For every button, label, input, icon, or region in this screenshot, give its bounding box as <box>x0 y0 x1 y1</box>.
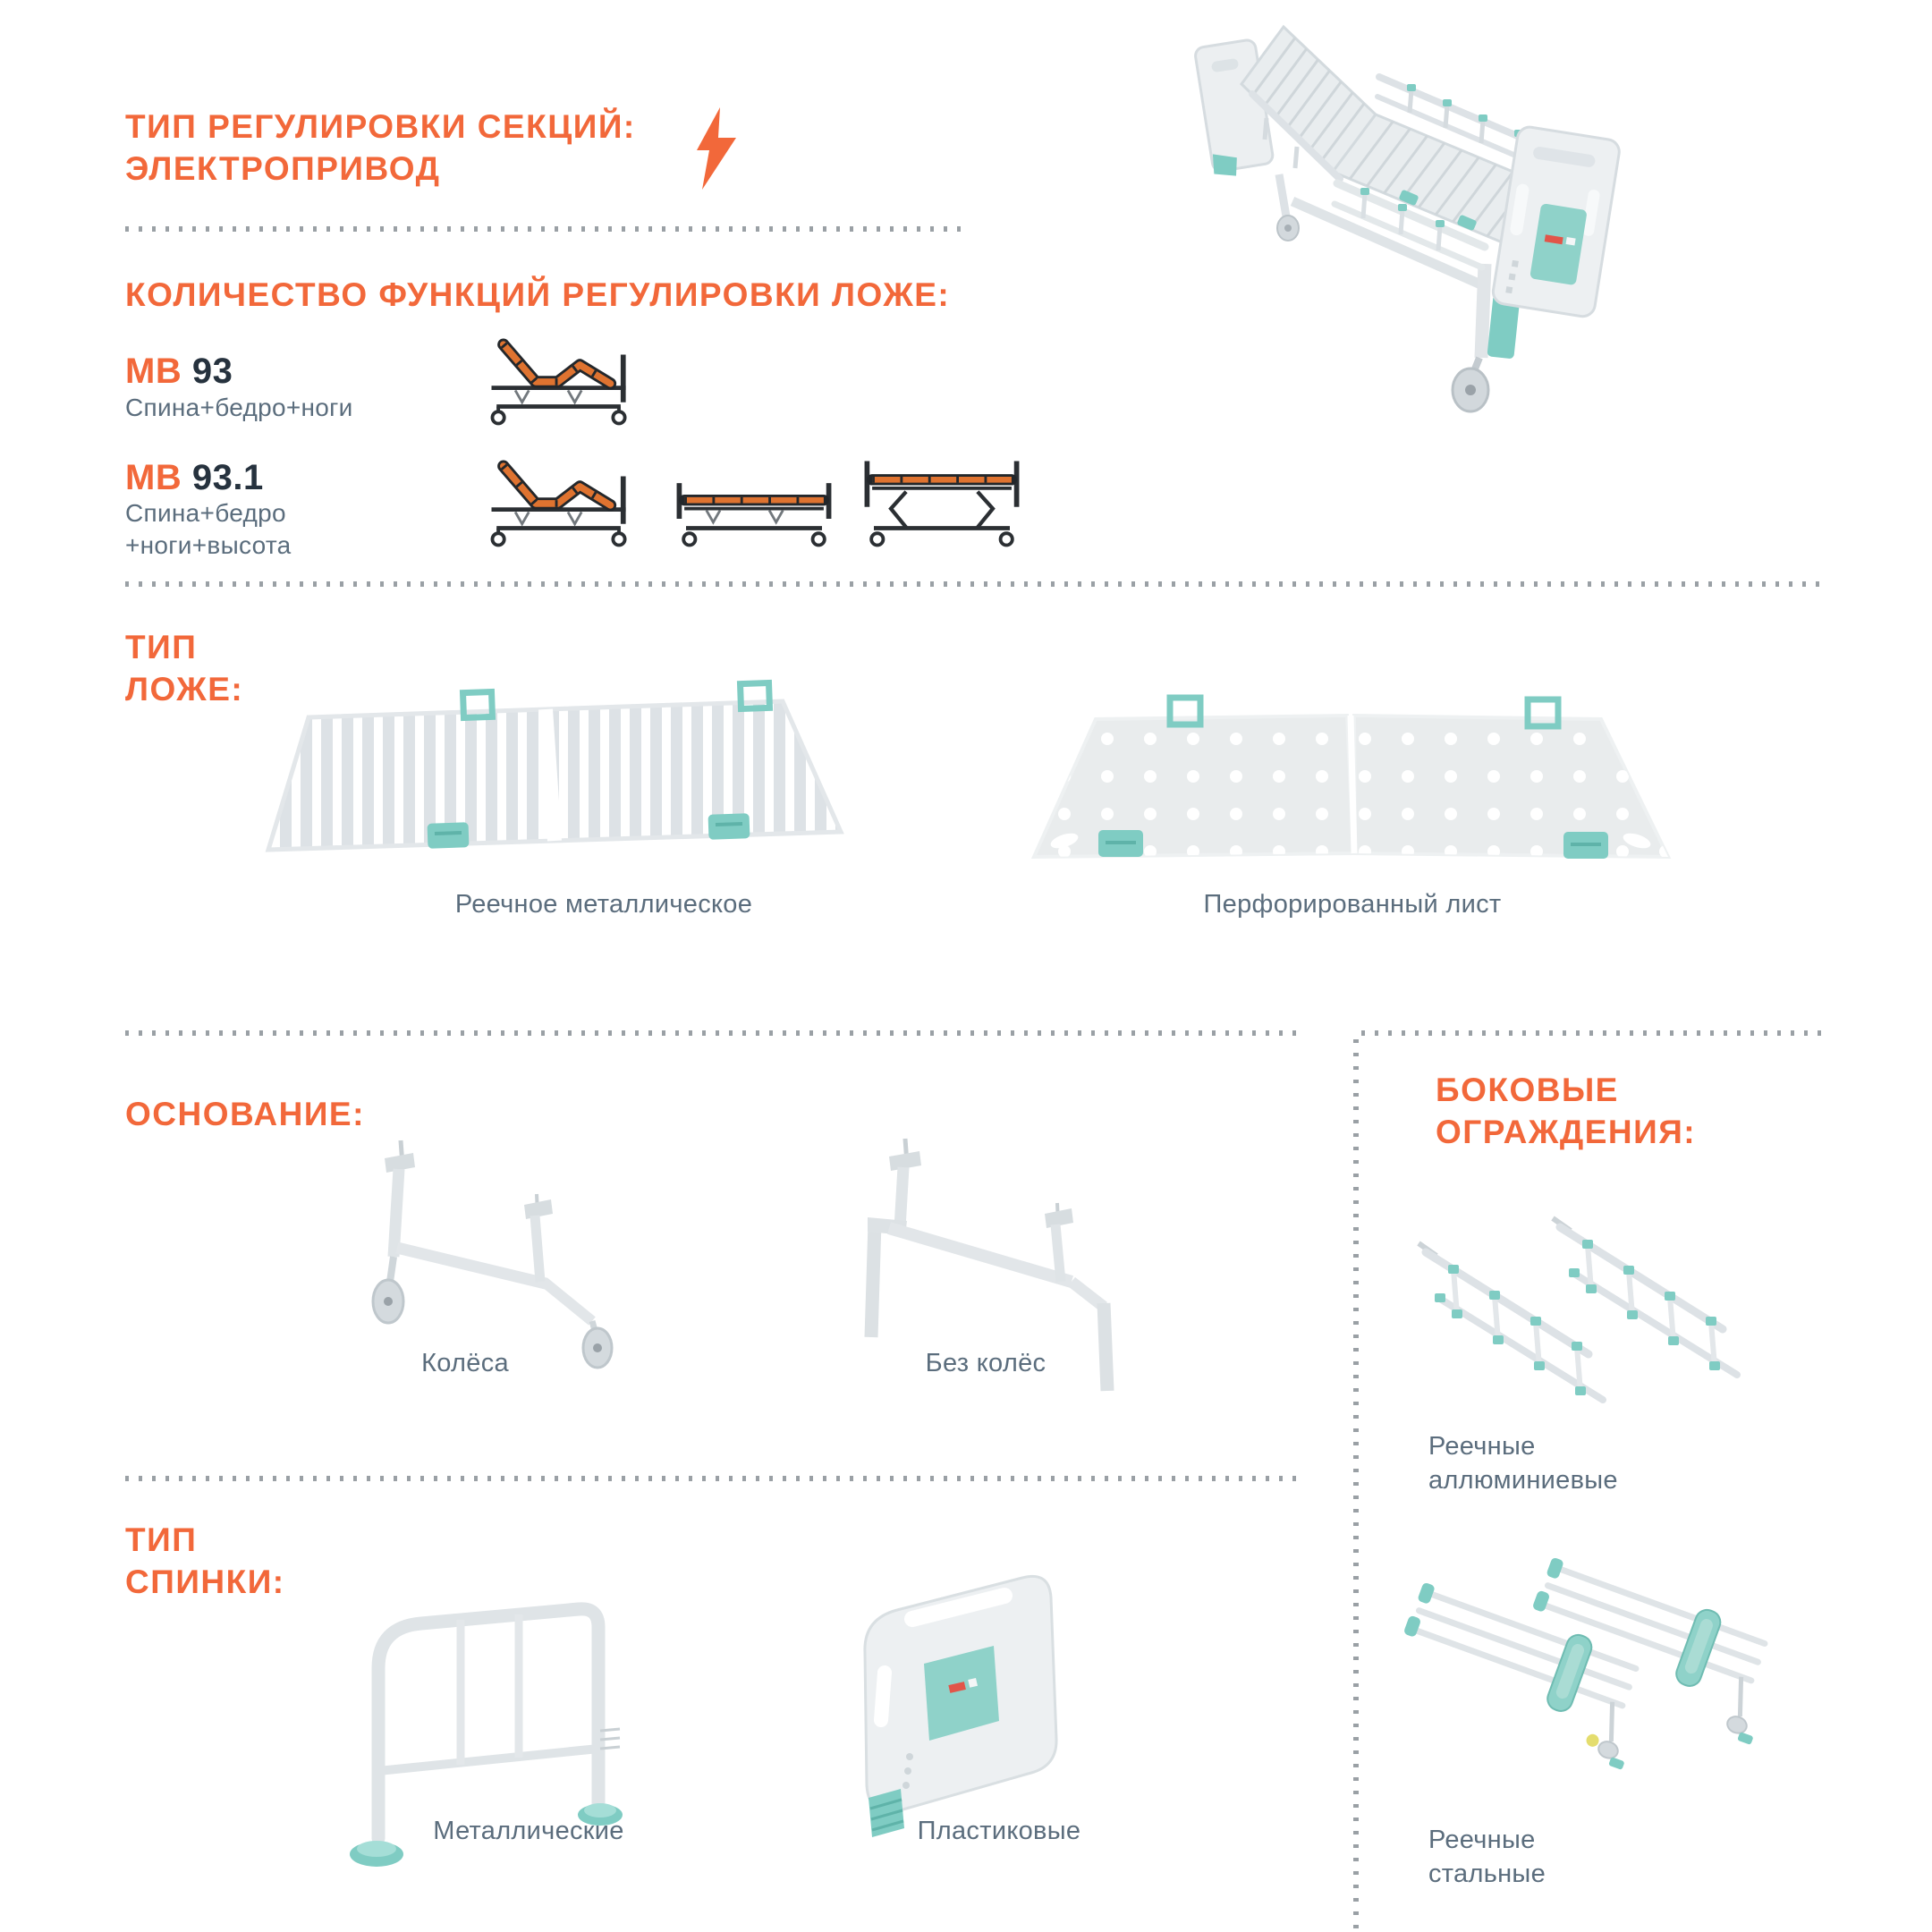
divider-vertical <box>1353 1039 1359 1932</box>
section-title-backrest: ТИП СПИНКИ: <box>125 1521 285 1600</box>
section-title-side-rails: БОКОВЫЕ ОГРАЖДЕНИЯ: <box>1436 1072 1697 1150</box>
title-line1: ТИП РЕГУЛИРОВКИ СЕКЦИЙ: <box>125 108 636 145</box>
caption-base-wheels: Колёса <box>421 1349 509 1377</box>
pictogram-back-hip-legs-mb93 <box>483 333 653 429</box>
caption-backrest-plastic: Пластиковые <box>917 1817 1081 1845</box>
model-name-mb93: МВ 93 <box>125 352 233 391</box>
platform-slatted-image <box>259 682 868 896</box>
divider-4 <box>125 1476 1303 1481</box>
pictogram-flat-low <box>669 454 839 551</box>
rails-steel-image <box>1413 1555 1798 1814</box>
caption-base-no-wheels: Без колёс <box>925 1349 1046 1377</box>
caption-rails-aluminum: Реечные аллюминиевые <box>1428 1432 1618 1495</box>
caption-rails-steel: Реечные стальные <box>1428 1826 1546 1888</box>
lightning-icon <box>696 107 737 190</box>
model-desc-mb93-1: Спина+бедро +ноги+высота <box>125 499 292 559</box>
divider-3-right <box>1361 1030 1829 1036</box>
section-title-functions: КОЛИЧЕСТВО ФУНКЦИЙ РЕГУЛИРОВКИ ЛОЖЕ: <box>125 276 951 313</box>
rails-aluminum-image <box>1413 1206 1789 1429</box>
model-name-mb93-1: МВ 93.1 <box>125 458 264 497</box>
caption-platform-slatted: Реечное металлическое <box>454 890 753 919</box>
pictogram-back-hip-legs-mb93-1 <box>483 454 653 551</box>
caption-platform-perforated: Перфорированный лист <box>1203 890 1502 919</box>
title-line2: ЭЛЕКТРОПРИВОД <box>125 150 441 187</box>
section-title-adjustment-type <box>125 106 636 190</box>
section-title-platform: ТИП ЛОЖЕ: <box>125 629 244 708</box>
pictogram-flat-height-raised <box>857 454 1027 551</box>
section-title-base: ОСНОВАНИЕ: <box>125 1096 365 1132</box>
divider-1 <box>125 226 970 232</box>
model-desc-mb93: Спина+бедро+ноги <box>125 394 353 421</box>
divider-2 <box>125 581 1829 587</box>
divider-3-left <box>125 1030 1303 1036</box>
platform-perforated-image <box>1011 691 1690 896</box>
hero-bed-image <box>1190 0 1852 420</box>
base-wheels-image <box>331 1131 635 1364</box>
caption-backrest-metal: Металлические <box>433 1817 624 1845</box>
